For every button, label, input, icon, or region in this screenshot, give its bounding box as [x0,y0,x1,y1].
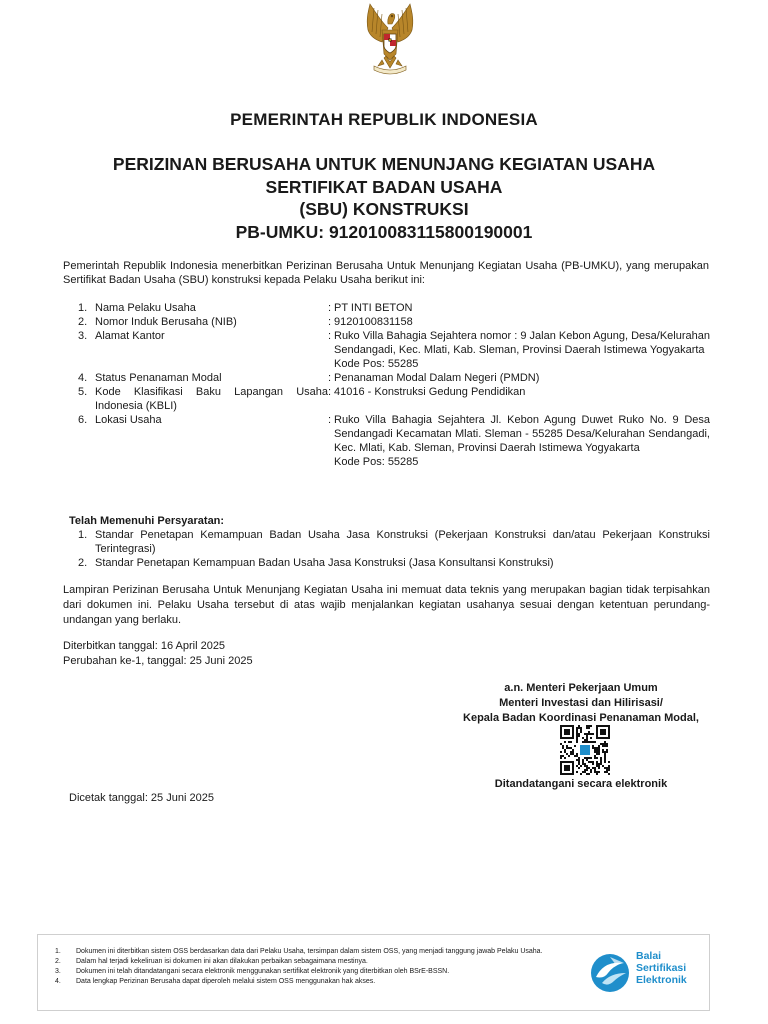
bsre-logo-text: Balai Sertifikasi Elektronik [636,950,687,986]
field-value: Ruko Villa Bahagia Sejahtera Jl. Kebon Agung Duwet Ruko No. 9 Desa Sendangadi Kecamatan Mlati. Sleman - 55285 Desa/Kelurahan Sendangadi, Kec. Mlati, Kab. Sleman, Provinsi Daerah Istimewa Yogyakarta [334,414,710,454]
field-postal-code: Kode Pos: 55285 [334,456,419,468]
issue-dates [63,639,253,668]
field-row-kbli: 5. Kode Klasifikasi Baku Lapangan Usaha Indonesia (KBLI) : 41016 - Konstruksi Gedung Pendidikan [78,385,710,413]
field-number: 5. [78,386,88,398]
issued-date: Diterbitkan tanggal: 16 April 2025 [63,640,226,652]
field-label: Alamat Kantor [95,330,165,342]
business-details-list [78,301,710,469]
footer-notes-box [37,934,710,1011]
field-row-nib: 2. Nomor Induk Berusaha (NIB) : 9120100831158 [78,315,710,329]
field-label: Nomor Induk Berusaha (NIB) [95,316,237,328]
field-label: Status Penanaman Modal [95,372,222,384]
footer-note: 4. Data lengkap Perizinan Berusaha dapat diperoleh melalui sistem OSS menggunakan hak akses. [55,978,376,985]
signatory-block: a.n. Menteri Pekerjaan Umum Menteri Investasi dan Hilirisasi/ Kepala Badan Koordinasi Penanaman Modal, [463,682,699,724]
requirement-item: 1. Standar Penetapan Kemampuan Badan Usaha Jasa Konstruksi (Pekerjaan Konstruksi dan/atau Pekerjaan Konstruksi Terintegrasi) [78,529,710,555]
field-number: 1. [78,302,88,314]
field-number: 4. [78,372,88,384]
electronic-signature-note: Ditandatangani secara elektronik [494,778,668,790]
field-postal-code: Kode Pos: 55285 [334,358,419,370]
field-label: Nama Pelaku Usaha [95,302,196,314]
field-value: 41016 - Konstruksi Gedung Pendidikan [334,386,526,398]
footer-note: 1. Dokumen ini diterbitkan sistem OSS berdasarkan data dari Pelaku Usaha, tersimpan dalam sistem OSS, yang menjadi tanggung jawab Pelaku Usaha. [55,948,543,955]
field-row-investment-status: 4. Status Penanaman Modal : Penanaman Modal Dalam Negeri (PMDN) [78,371,710,385]
attachment-paragraph: Lampiran Perizinan Berusaha Untuk Menunjang Kegiatan Usaha ini memuat data teknis yang merupakan bagian tidak terpisahkan dari dokumen ini. Pelaku Usaha tersebut di atas wajib menjalankan kegiatan usahanya sesuai dengan ketentuan perundang-undangan yang berlaku. [63,584,710,626]
qr-code-icon [560,725,610,775]
requirements-heading: Telah Memenuhi Persyaratan: [69,515,225,527]
field-value: Ruko Villa Bahagia Sejahtera nomor : 9 Jalan Kebon Agung, Desa/Kelurahan Sendangadi, Kec. Mlati, Kab. Sleman, Provinsi Daerah Istimewa Yogyakarta [334,330,710,356]
field-value: PT INTI BETON [334,302,413,314]
revision-date: Perubahan ke-1, tanggal: 25 Juni 2025 [63,654,253,667]
intro-paragraph: Pemerintah Republik Indonesia menerbitkan Perizinan Berusaha Untuk Menunjang Kegiatan Usaha (PB-UMKU), yang merupakan Sertifikat Badan Usaha (SBU) konstruksi kepada Pelaku Usaha berikut ini: [63,260,709,286]
title-line-4: PB-UMKU: 912010083115800190001 [235,221,533,242]
bsre-logo [586,947,704,1002]
footer-note: 2. Dalam hal terjadi kekeliruan isi dokumen ini akan dilakukan perbaikan sebagaimana mestinya. [55,958,368,965]
field-label: Lokasi Usaha [95,414,162,426]
garuda-emblem-icon [352,2,428,76]
field-value: Penanaman Modal Dalam Negeri (PMDN) [334,372,540,384]
footer-notes [55,947,580,987]
document-title [0,153,768,243]
title-line-1: PERIZINAN BERUSAHA UNTUK MENUNJANG KEGIATAN USAHA [112,154,656,174]
field-row-address: 3. Alamat Kantor : Ruko Villa Bahagia Sejahtera nomor : 9 Jalan Kebon Agung, Desa/Kelurahan Sendangadi, Kec. Mlati, Kab. Sleman, Provinsi Daerah Istimewa Yogyakarta Kode Pos: 55285 [78,330,710,370]
title-line-3: (SBU) KONSTRUKSI [299,199,469,219]
bsre-logo-icon [588,951,634,997]
field-label: Kode Klasifikasi Baku Lapangan Usaha [95,386,328,398]
field-row-location: 6. Lokasi Usaha : Ruko Villa Bahagia Sejahtera Jl. Kebon Agung Duwet Ruko No. 9 Desa Sendangadi Kecamatan Mlati. Sleman - 55285 Desa/Kelurahan Sendangadi, Kec. Mlati, Kab. Sleman, Provinsi Daerah Istimewa Yogyakarta Kode Pos: 55285 [78,414,710,468]
field-label-continuation: Indonesia (KBLI) [95,400,177,412]
field-row-name: 1. Nama Pelaku Usaha : PT INTI BETON [78,301,710,315]
field-number: 3. [78,330,88,342]
requirement-item: 2. Standar Penetapan Kemampuan Badan Usaha Jasa Konstruksi (Jasa Konsultansi Konstruksi) [78,557,554,569]
footer-note: 3. Dokumen ini telah ditandatangani secara elektronik menggunakan sertifikat elektronik yang diterbitkan oleh BSrE-BSSN. [55,968,450,975]
government-heading: PEMERINTAH REPUBLIK INDONESIA [230,110,538,129]
requirements-section [69,514,710,570]
field-number: 2. [78,316,88,328]
field-number: 6. [78,414,88,426]
title-line-2: SERTIFIKAT BADAN USAHA [265,176,503,197]
field-value: 9120100831158 [334,316,413,328]
printed-date: Dicetak tanggal: 25 Juni 2025 [69,792,214,804]
